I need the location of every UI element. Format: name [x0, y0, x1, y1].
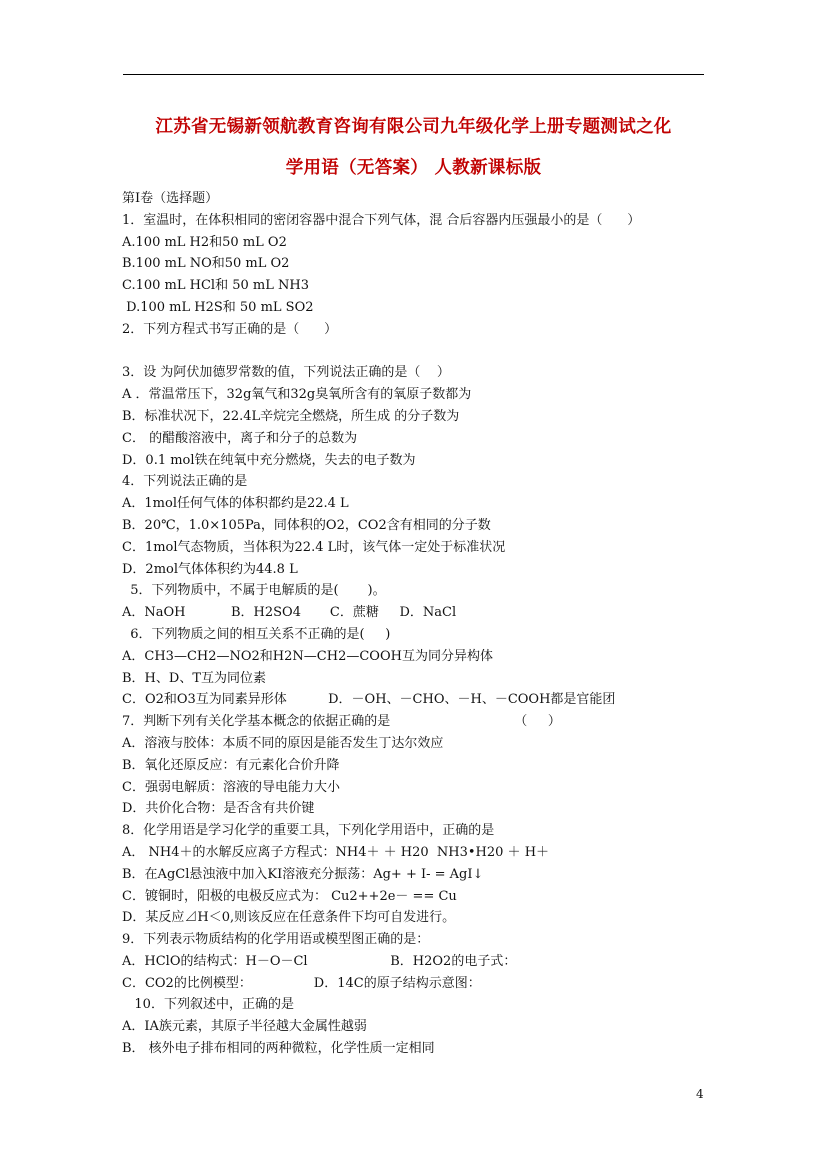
- text-line: D．0.1 mol铁在纯氧中充分燃烧，失去的电子数为: [122, 452, 416, 468]
- text-line: B．氧化还原反应：有元素化合价升降: [122, 757, 340, 773]
- text-line: C．O2和O3互为同素异形体 D．－OH、－CHO、－H、－COOH都是官能团: [122, 692, 616, 708]
- text-line: B．20℃，1.0×105Pa，同体积的O2，CO2含有相同的分子数: [122, 517, 491, 533]
- text-line: D．某反应⊿H＜0,则该反应在任意条件下均可自发进行。: [122, 910, 456, 926]
- text-line: 1．室温时，在体积相同的密闭容器中混合下列气体，混 合后容器内压强最小的是（ ）: [122, 212, 641, 228]
- text-line: A．1mol任何气体的体积都约是22.4 L: [122, 496, 349, 512]
- text-line: 2．下列方程式书写正确的是（ ）: [122, 321, 338, 337]
- text-line: A ．常温常压下，32g氧气和32g臭氧所含有的氧原子数都为: [122, 387, 472, 403]
- text-line: A．NaOH B．H2SO4 C．蔗糖 D．NaCl: [122, 605, 457, 621]
- text-line: 10．下列叙述中，正确的是: [122, 997, 294, 1013]
- text-line: C．1mol气态物质，当体积为22.4 L时，该气体一定处于标准状况: [122, 539, 506, 555]
- text-line: A．HClO的结构式：H－O－Cl B．H2O2的电子式：: [122, 953, 517, 969]
- text-line: 4．下列说法正确的是: [122, 474, 248, 490]
- text-line: 7．判断下列有关化学基本概念的依据正确的是 （ ）: [122, 714, 561, 730]
- page-number: 4: [696, 1087, 704, 1101]
- text-line: A． NH4＋的水解反应离子方程式：NH4＋ ＋ H20 NH3•H20 ＋ H＋: [122, 844, 550, 860]
- page-title-line-2: 学用语（无答案） 人教新课标版: [285, 158, 542, 178]
- page-title-line-1: 江苏省无锡新领航教育咨询有限公司九年级化学上册专题测试之化: [155, 117, 672, 137]
- text-line: 5．下列物质中，不属于电解质的是( )。: [122, 583, 386, 599]
- text-line: D．共价化合物：是否含有共价键: [122, 801, 315, 817]
- text-line: 9．下列表示物质结构的化学用语或模型图正确的是：: [122, 932, 430, 948]
- text-line: B.100 mL NO和50 mL O2: [122, 256, 290, 272]
- text-line: 第Ⅰ卷（选择题）: [122, 191, 219, 206]
- text-line: C．镀铜时，阳极的电极反应式为： Cu2++2e－ == Cu: [122, 888, 457, 904]
- text-line: A．溶液与胶体：本质不同的原因是能否发生丁达尔效应: [122, 735, 444, 751]
- text-line: B．在AgCl悬浊液中加入KI溶液充分振荡：Ag+ + I- = AgI↓: [122, 866, 484, 882]
- text-line: C．强弱电解质：溶液的导电能力大小: [122, 779, 340, 795]
- text-line: C.100 mL HCl和 50 mL NH3: [122, 278, 309, 294]
- text-line: 8．化学用语是学习化学的重要工具，下列化学用语中，正确的是: [122, 823, 495, 839]
- text-line: B．标准状况下，22.4L辛烷完全燃烧，所生成 的分子数为: [122, 408, 460, 424]
- header-rule: [123, 74, 704, 75]
- document-body: [122, 188, 712, 1060]
- text-line: D．2mol气体体积约为44.8 L: [122, 561, 298, 577]
- text-line: D.100 mL H2S和 50 mL SO2: [122, 299, 314, 315]
- blank-line: [122, 341, 712, 363]
- text-line: C． 的醋酸溶液中，离子和分子的总数为: [122, 430, 358, 446]
- text-line: A．IA族元素，其原子半径越大金属性越弱: [122, 1019, 367, 1035]
- text-line: A．CH3—CH2—NO2和H2N—CH2—COOH互为同分异构体: [122, 648, 493, 664]
- text-line: 6．下列物质之间的相互关系不正确的是( ): [122, 626, 391, 642]
- text-line: B． 核外电子排布相同的两种微粒，化学性质一定相同: [122, 1041, 435, 1057]
- text-line: 3．设 为阿伏加德罗常数的值，下列说法正确的是（ ）: [122, 365, 450, 381]
- text-line: C．CO2的比例模型： D．14C的原子结构示意图：: [122, 975, 481, 991]
- text-line: B．H、D、T互为同位素: [122, 670, 266, 686]
- text-line: A.100 mL H2和50 mL O2: [122, 234, 287, 250]
